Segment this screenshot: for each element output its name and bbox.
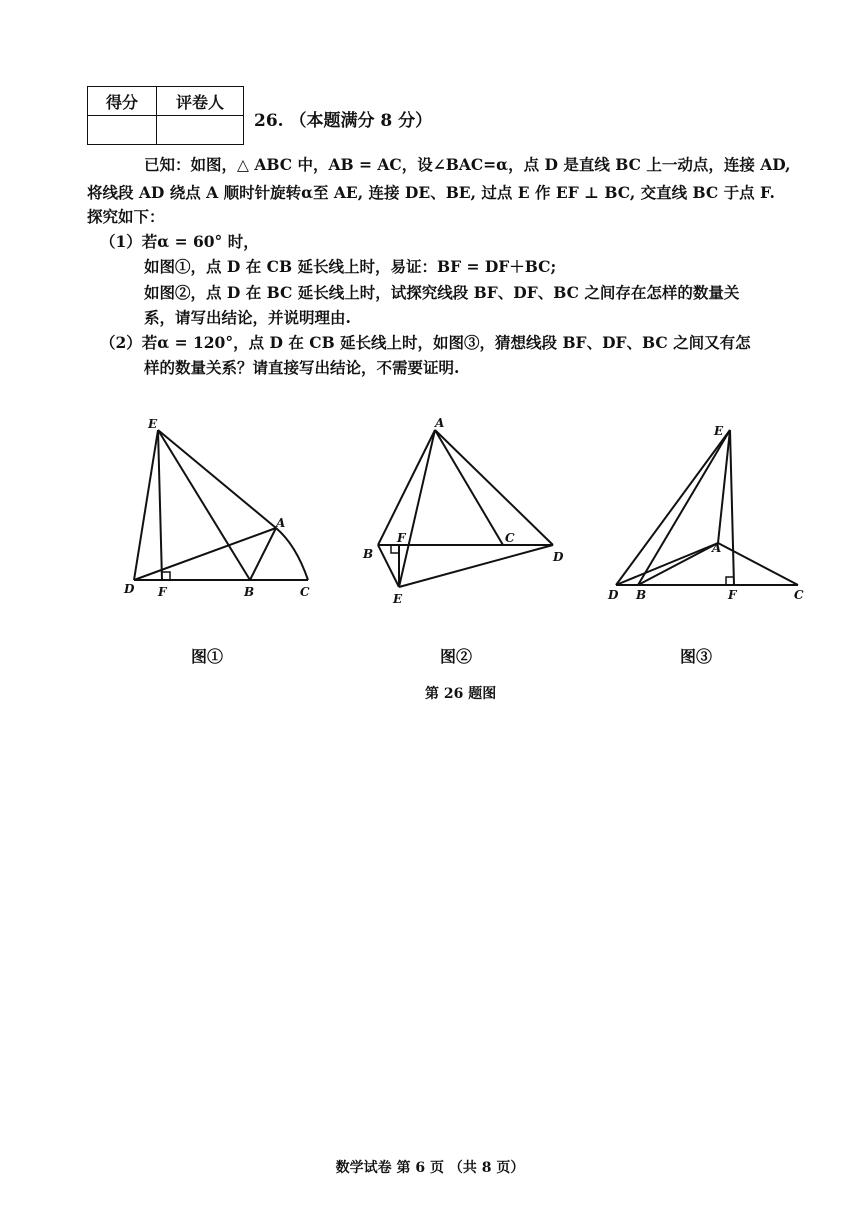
point-label: F <box>728 588 737 602</box>
figure-3 <box>600 415 820 605</box>
question-line: 系，请写出结论，并说明理由. <box>144 308 351 327</box>
question-line: 如图①，点 D 在 CB 延长线上时，易证：BF = DF＋BC; <box>144 257 557 276</box>
grader-label: 评卷人 <box>157 87 244 116</box>
score-table <box>87 86 244 145</box>
figure-1-caption: 图① <box>191 647 224 666</box>
point-label: F <box>397 531 406 545</box>
point-label: B <box>244 585 255 599</box>
figure-2-caption: 图② <box>440 647 473 666</box>
question-line: 样的数量关系？请直接写出结论，不需要证明. <box>144 358 460 377</box>
page-footer: 数学试卷 第 6 页 （共 8 页） <box>335 1160 525 1176</box>
figure-1 <box>110 410 330 600</box>
question-line: 如图②，点 D 在 BC 延长线上时，试探究线段 BF、DF、BC 之间存在怎样的数量关 <box>144 283 740 302</box>
point-label: C <box>300 585 310 599</box>
question-line: （2）若α = 120°，点 D 在 CB 延长线上时，如图③，猜想线段 BF、DF、BC 之间又有怎 <box>100 333 751 352</box>
point-label: E <box>393 592 403 606</box>
point-label: B <box>636 588 647 602</box>
point-label: D <box>124 582 135 596</box>
point-label: A <box>712 541 722 555</box>
point-label: C <box>794 588 804 602</box>
figure-group-caption: 第 26 题图 <box>425 686 497 702</box>
figure-3-caption: 图③ <box>680 647 713 666</box>
point-label: B <box>363 547 374 561</box>
point-label: E <box>148 417 158 431</box>
point-label: D <box>608 588 619 602</box>
point-label: A <box>435 416 445 430</box>
grader-cell <box>157 116 244 145</box>
question-line: 已知：如图，△ ABC 中，AB = AC，设∠BAC=α，点 D 是直线 BC 上一动点，连接 AD, <box>144 155 791 174</box>
question-line: 将线段 AD 绕点 A 顺时针旋转α至 AE, 连接 DE、BE, 过点 E 作 EF ⊥ BC, 交直线 BC 于点 F. <box>87 183 775 202</box>
point-label: C <box>505 531 515 545</box>
question-title: 26. （本题满分 8 分） <box>254 111 433 131</box>
score-cell <box>88 116 157 145</box>
point-label: A <box>276 516 286 530</box>
question-line: 探究如下： <box>87 207 165 226</box>
point-label: F <box>158 585 167 599</box>
figure-2 <box>355 415 575 610</box>
question-line: （1）若α = 60° 时， <box>100 232 259 251</box>
point-label: D <box>553 550 564 564</box>
point-label: E <box>714 424 724 438</box>
score-label: 得分 <box>88 87 157 116</box>
